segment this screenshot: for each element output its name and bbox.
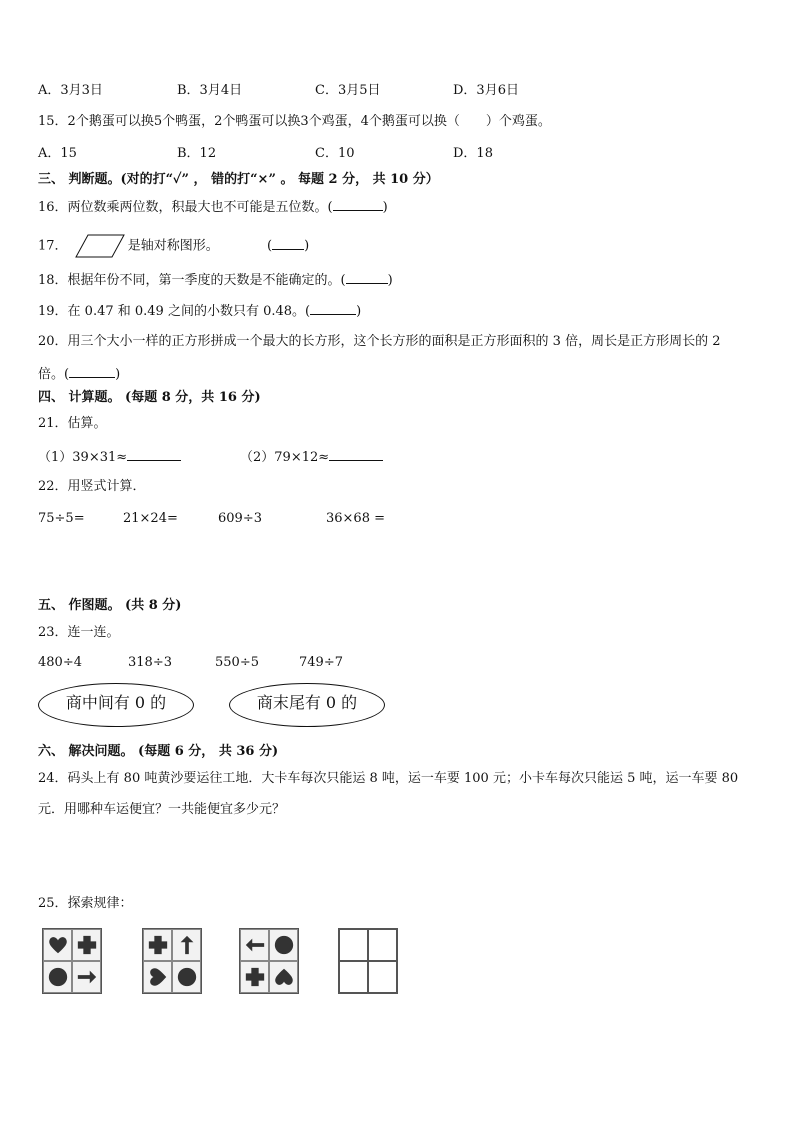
q19-text: 19．在 0.47 和 0.49 之间的小数只有 0.48。( — [38, 304, 311, 319]
pattern-grid-3 — [239, 928, 299, 994]
answer-blank[interactable] — [127, 448, 181, 461]
answer-blank[interactable] — [310, 302, 356, 315]
grid-cell — [72, 961, 101, 993]
pattern-grid-2 — [142, 928, 202, 994]
q25: 25．探索规律： — [38, 896, 133, 911]
grid-cell — [269, 929, 298, 961]
answer-blank[interactable] — [333, 198, 383, 211]
close-paren: ) — [387, 273, 393, 288]
q20-line-2 — [38, 365, 120, 383]
grid-cell — [43, 929, 72, 961]
q14-option-d: D．3月6日 — [453, 83, 519, 98]
grid-cell — [72, 929, 101, 961]
circle-icon — [47, 966, 69, 988]
section-4-title: 四、 计算题。 (每题 8 分，共 16 分) — [38, 390, 261, 405]
q22-item: 21×24= — [123, 511, 178, 526]
q21: 21．估算。 — [38, 416, 107, 431]
q14-option-a: A．3月3日 — [38, 83, 103, 98]
q21-part-2-text: （2）79×12≈ — [240, 450, 330, 465]
q15-text: 15．2个鹅蛋可以换5个鸭蛋，2个鸭蛋可以换3个鸡蛋，4个鹅蛋可以换（ ）个鸡蛋。 — [38, 114, 551, 129]
q17-number: 17． — [38, 238, 68, 254]
grid-cell — [240, 929, 269, 961]
q22-item: 609÷3 — [218, 511, 262, 526]
close-paren: ) — [304, 238, 310, 254]
grid-cell-empty[interactable] — [339, 929, 368, 961]
q15-option-d: D．18 — [453, 146, 493, 161]
q21-part-1-text: （1）39×31≈ — [38, 450, 128, 465]
parallelogram-icon — [74, 233, 126, 259]
q24-line-2: 元．用哪种车运便宜？一共能便宜多少元？ — [38, 802, 286, 817]
grid-cell-empty[interactable] — [339, 961, 368, 993]
section-5-title: 五、 作图题。 (共 8 分) — [38, 598, 182, 613]
grid-cell — [172, 929, 201, 961]
grid-cell — [172, 961, 201, 993]
section-6-title: 六、 解决问题。 (每题 6 分， 共 36 分) — [38, 744, 279, 759]
section-3-title: 三、 判断题。(对的打“✓” ， 错的打“×” 。 每题 2 分， 共 10 分） — [38, 172, 439, 187]
q18-text: 18．根据年份不同，第一季度的天数是不能确定的。( — [38, 273, 346, 288]
q21-part-1 — [38, 448, 181, 466]
q19 — [38, 302, 361, 320]
answer-blank[interactable] — [69, 365, 115, 378]
open-paren: ( — [266, 238, 273, 254]
q14-option-c: C．3月5日 — [315, 83, 381, 98]
answer-blank[interactable] — [346, 271, 388, 284]
q17 — [38, 233, 309, 259]
grid-cell — [143, 961, 172, 993]
grid-cell-empty[interactable] — [368, 929, 397, 961]
q22: 22．用竖式计算． — [38, 479, 146, 494]
q17-text: 是轴对称图形。 — [127, 238, 219, 254]
q15-option-a: A．15 — [38, 146, 77, 161]
q23: 23．连一连。 — [38, 625, 120, 640]
q16-text: 16．两位数乘两位数，积最大也不可能是五位数。( — [38, 200, 333, 215]
q15-option-c: C．10 — [315, 146, 355, 161]
q23-expression[interactable]: 749÷7 — [299, 655, 343, 670]
q23-expression[interactable]: 318÷3 — [128, 655, 172, 670]
arrow-up-icon — [176, 934, 198, 956]
circle-icon — [176, 966, 198, 988]
grid-cell — [240, 961, 269, 993]
close-paren: ) — [382, 200, 388, 215]
q18 — [38, 271, 393, 289]
q20-line-1: 20．用三个大小一样的正方形拼成一个最大的长方形，这个长方形的面积是正方形面积的 3 倍，周长是正方形周长的 2 — [38, 334, 721, 349]
q24-line-1: 24．码头上有 80 吨黄沙要运往工地．大卡车每次只能运 8 吨，运一车要 100 元；小卡车每次只能运 5 吨，运一车要 80 — [38, 771, 739, 786]
grid-cell — [143, 929, 172, 961]
grid-cell — [43, 961, 72, 993]
pattern-grid-1 — [42, 928, 102, 994]
q21-part-2 — [240, 448, 383, 466]
plus-icon — [76, 934, 98, 956]
q23-expression[interactable]: 480÷4 — [38, 655, 82, 670]
q20-text: 倍。( — [38, 367, 70, 382]
circle-icon — [273, 934, 295, 956]
pattern-grid-answer[interactable] — [338, 928, 398, 994]
close-paren: ) — [115, 367, 121, 382]
q22-item: 36×68 = — [326, 511, 386, 526]
plus-icon — [244, 966, 266, 988]
grid-cell-empty[interactable] — [368, 961, 397, 993]
answer-blank[interactable] — [329, 448, 383, 461]
heart-icon — [147, 966, 169, 988]
q15-option-b: B．12 — [177, 146, 217, 161]
q23-expression[interactable]: 550÷5 — [215, 655, 259, 670]
arrow-right-icon — [76, 966, 98, 988]
grid-cell — [269, 961, 298, 993]
heart-icon — [273, 966, 295, 988]
oval-quotient-end-zero[interactable]: 商末尾有 0 的 — [229, 683, 385, 727]
q22-item: 75÷5= — [38, 511, 85, 526]
answer-blank[interactable] — [272, 237, 304, 250]
q16 — [38, 198, 388, 216]
plus-icon — [147, 934, 169, 956]
close-paren: ) — [356, 304, 362, 319]
oval-quotient-middle-zero[interactable]: 商中间有 0 的 — [38, 683, 194, 727]
q14-option-b: B．3月4日 — [177, 83, 243, 98]
arrow-left-icon — [244, 934, 266, 956]
heart-icon — [47, 934, 69, 956]
